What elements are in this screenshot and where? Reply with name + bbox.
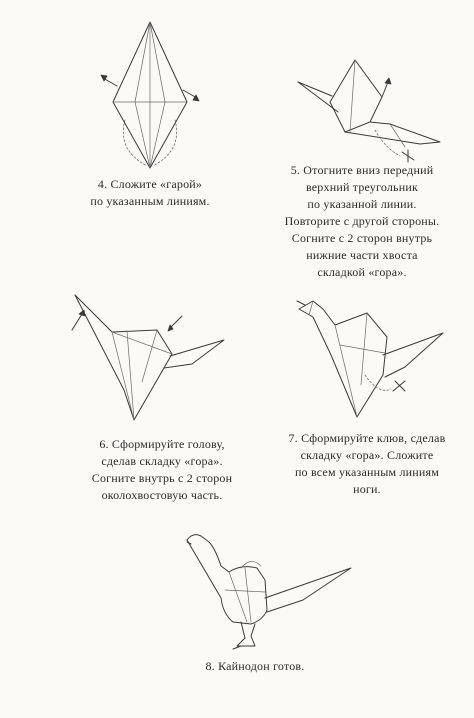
step-5-figure xyxy=(290,52,450,162)
step-5-line-5: Согните с 2 сторон внутрь xyxy=(291,231,433,245)
step-7-caption xyxy=(264,430,470,498)
step-7-figure xyxy=(295,295,455,425)
step-5-line-3: по указанной линии. xyxy=(307,197,417,211)
step-4-figure xyxy=(95,20,205,175)
step-6-line-1: 6. Сформируйте голову, xyxy=(99,437,225,451)
step-6-figure xyxy=(72,292,242,427)
step-5-line-7: складкой «гора». xyxy=(317,265,407,279)
step-8-caption xyxy=(170,658,340,675)
step-5-line-1: 5. Отогните вниз передний xyxy=(290,163,434,177)
step-4-caption xyxy=(60,176,240,210)
step-8-figure xyxy=(185,528,355,653)
step-6-line-3: Согните внутрь с 2 сторон xyxy=(91,471,233,485)
step-4-line-1: 4. Сложите «гарой» xyxy=(97,177,203,191)
step-6-line-2: сделав складку «гора». xyxy=(101,454,223,468)
step-7-line-3: по всем указанным линиям xyxy=(294,465,440,479)
step-5-line-6: нижние части хвоста xyxy=(306,248,418,262)
step-4-line-2: по указанным линиям. xyxy=(90,194,210,208)
step-8-line-1: 8. Кайнодон готов. xyxy=(205,659,305,673)
step-5-line-2: верхний треугольник xyxy=(305,180,418,194)
step-7-line-2: складку «гора». Сложите xyxy=(300,448,434,462)
step-7-line-1: 7. Сформируйте клюв, сделав xyxy=(288,431,446,445)
step-6-line-4: околохвостовую часть. xyxy=(101,488,223,502)
step-7-line-4: ноги. xyxy=(353,482,381,496)
step-5-caption xyxy=(262,162,462,281)
step-6-caption xyxy=(62,436,262,504)
step-5-line-4: Повторите с другой стороны. xyxy=(284,214,440,228)
